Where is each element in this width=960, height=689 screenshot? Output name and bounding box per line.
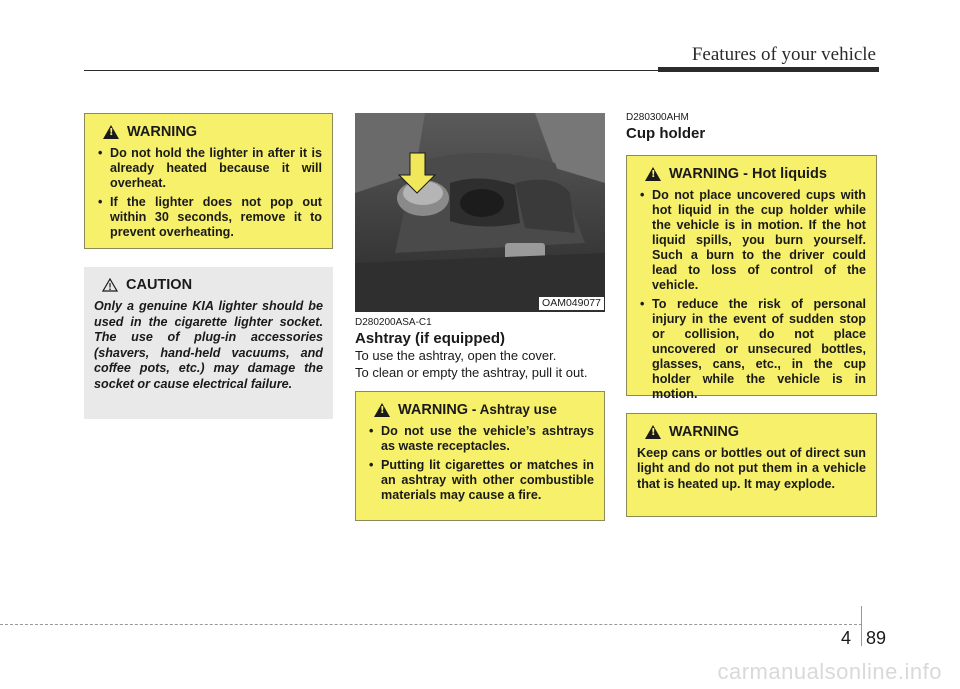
caution-triangle-icon: [102, 278, 118, 292]
warning-triangle-icon: [374, 403, 390, 417]
ashtray-paragraph-clean: To clean or empty the ashtray, pull it out.: [355, 365, 588, 380]
warning-triangle-icon: [645, 425, 661, 439]
footer-divider: [861, 606, 862, 646]
warning-item: • To reduce the risk of personal injury in the event of sudden stop or collision, do not place uncovered or unsecured bottles, glasses, cans, etc., in the cup holder while the vehicle is in motion.: [637, 297, 866, 402]
warning-item: • Do not place uncovered cups with hot liquid in the cup holder while the vehicle is in motion. If the hot liquid spills, you burn yourself. Such a burn to the driver could lead to loss of control of the vehicle.: [637, 188, 866, 293]
warning-item: • Do not hold the lighter in after it is already heated because it will overheat.: [95, 146, 322, 191]
watermark: carmanualsonline.info: [717, 659, 942, 684]
warning-list: [95, 146, 322, 240]
warning-box-lighter: [84, 113, 333, 249]
warning-title: WARNING: [398, 402, 469, 418]
warning-item: • If the lighter does not pop out within 30 seconds, remove it to prevent overheating.: [95, 195, 322, 240]
warning-box-hot-liquids: [626, 155, 877, 401]
warning-triangle-icon: [103, 125, 119, 139]
chapter-number: 4: [841, 628, 852, 648]
warning-box-sunlight: [626, 413, 877, 517]
ashtray-paragraph-open: To use the ashtray, open the cover.: [355, 348, 557, 363]
caution-box: [84, 267, 333, 419]
cupholder-heading: Cup holder: [626, 125, 706, 142]
ashtray-code: D280200ASA-C1: [355, 317, 432, 328]
warning-subtitle: - Ashtray use: [468, 402, 557, 417]
ashtray-photo-illustration: [355, 113, 605, 312]
warning-title: WARNING: [669, 166, 740, 182]
caution-title: CAUTION: [126, 277, 193, 293]
footer-rule: [0, 624, 862, 625]
warning-box-ashtray: [355, 391, 605, 521]
warning-item: • Do not use the vehicle’s ashtrays as waste receptacles.: [366, 424, 594, 454]
warning-triangle-icon: [645, 167, 661, 181]
caution-text: Only a genuine KIA lighter should be used in the cigarette lighter socket. The use of plug-in accessories (shavers, hand-held vacuums, and coffee pots, etc.) may damage the socket or cause electrical failure.: [94, 299, 323, 391]
warning-list: [366, 424, 594, 503]
warning-subtitle: - Hot liquids: [739, 166, 827, 182]
cupholder-code: D280300AHM: [626, 112, 689, 123]
warning-list: [637, 188, 866, 402]
header-rule-accent: [658, 67, 879, 72]
ashtray-photo: [355, 113, 605, 312]
section-title: Features of your vehicle: [691, 44, 876, 65]
warning-text: Keep cans or bottles out of direct sun light and do not put them in a vehicle that is heated up. It may explode.: [637, 446, 866, 491]
photo-id: OAM049077: [539, 297, 604, 310]
warning-title: WARNING: [669, 424, 740, 440]
warning-item: • Putting lit cigarettes or matches in an ashtray with other combustible materials may cause a fire.: [366, 458, 594, 503]
warning-title: WARNING: [127, 124, 198, 140]
page-number: 89: [866, 628, 887, 648]
ashtray-heading: Ashtray (if equipped): [355, 330, 506, 347]
